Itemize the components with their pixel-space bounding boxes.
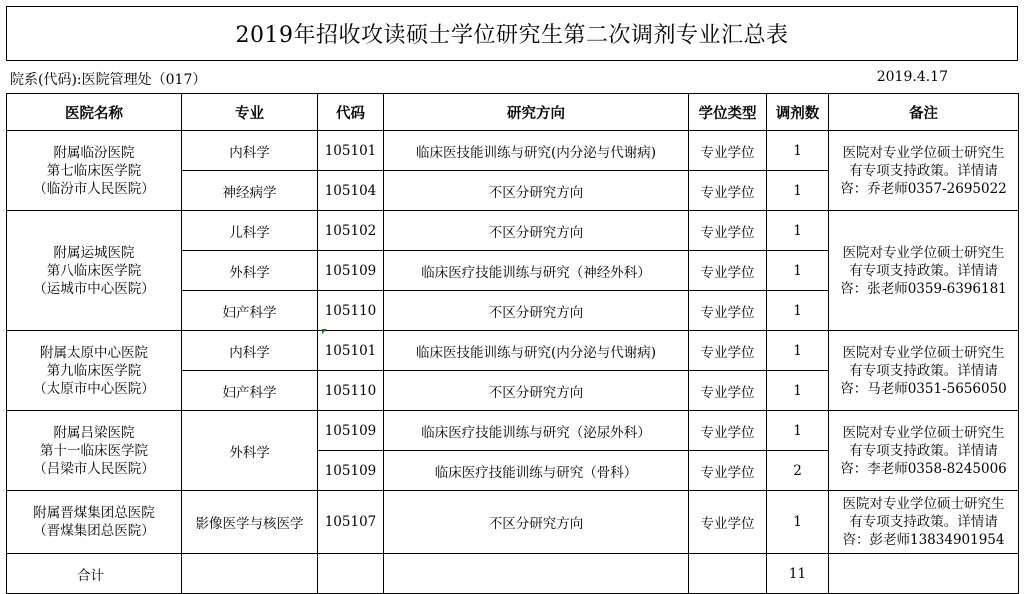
direction-cell[interactable]: 临床医技能训练与研究(内分泌与代谢病)	[384, 131, 689, 171]
hospital-cell[interactable]	[7, 131, 182, 211]
col-header-degree: 学位类型	[689, 94, 767, 131]
direction-cell[interactable]: 临床医技能训练与研究(内分泌与代谢病)	[384, 331, 689, 371]
hospital-alias: （太原市中心医院）	[33, 380, 155, 397]
degree-cell[interactable]: 专业学位	[689, 211, 767, 251]
empty-cell[interactable]	[318, 554, 384, 594]
major-cell[interactable]: 妇产科学	[182, 291, 318, 331]
code-cell[interactable]: 105101	[318, 131, 384, 171]
report-date: 2019.4.17	[876, 69, 948, 85]
col-header-note: 备注	[829, 94, 1019, 131]
count-cell[interactable]: 1	[767, 371, 829, 411]
hospital-college: 第十一临床医学院	[40, 442, 148, 459]
major-cell[interactable]: 妇产科学	[182, 371, 318, 411]
total-row	[7, 554, 1019, 594]
code-cell[interactable]: 105109	[318, 411, 384, 451]
major-cell[interactable]: 外科学	[182, 251, 318, 291]
direction-cell[interactable]: 临床医疗技能训练与研究（神经外科）	[384, 251, 689, 291]
hospital-cell[interactable]	[7, 491, 182, 554]
hospital-name: 附属太原中心医院	[40, 344, 148, 361]
note-line: 医院对专业学位硕士研究生	[842, 424, 1005, 441]
note-line: 咨：李老师0358-8245006	[840, 460, 1007, 477]
code-cell[interactable]: 105104	[318, 171, 384, 211]
code-cell[interactable]: 105107	[318, 491, 384, 554]
direction-cell[interactable]: 临床医疗技能训练与研究（泌尿外科）	[384, 411, 689, 451]
note-cell[interactable]	[829, 411, 1019, 491]
direction-cell[interactable]: 不区分研究方向	[384, 171, 689, 211]
code-cell[interactable]: 105101	[318, 331, 384, 371]
note-line: 有专项支持政策。详情请	[849, 162, 998, 179]
table-title: 2019年招收攻读硕士学位研究生第二次调剂专业汇总表	[6, 6, 1018, 61]
hospital-alias: （临汾市人民医院）	[33, 180, 155, 197]
comment-marker-icon	[322, 329, 327, 334]
count-cell[interactable]: 1	[767, 131, 829, 171]
hospital-cell[interactable]	[7, 331, 182, 411]
count-cell[interactable]: 1	[767, 411, 829, 451]
hospital-college: 第九临床医学院	[46, 362, 142, 379]
note-line: 咨：彭老师13834901954	[842, 532, 1005, 548]
note-cell[interactable]	[829, 491, 1019, 554]
major-cell[interactable]: 内科学	[182, 131, 318, 171]
degree-cell[interactable]: 专业学位	[689, 171, 767, 211]
degree-cell[interactable]: 专业学位	[689, 291, 767, 331]
note-line: 有专项支持政策。详情请	[849, 362, 998, 379]
empty-cell[interactable]	[384, 554, 689, 594]
major-cell[interactable]: 外科学	[182, 411, 318, 491]
empty-cell[interactable]	[689, 554, 767, 594]
count-cell[interactable]: 1	[767, 211, 829, 251]
hospital-name: 附属临汾医院	[53, 144, 135, 161]
note-line: 医院对专业学位硕士研究生	[842, 144, 1005, 161]
count-cell[interactable]: 1	[767, 491, 829, 554]
hospital-college: 第八临床医学院	[46, 262, 142, 279]
note-line: 咨：张老师0359-6396181	[840, 280, 1007, 297]
empty-cell[interactable]	[182, 554, 318, 594]
code-cell[interactable]: 105102	[318, 211, 384, 251]
note-cell[interactable]	[829, 211, 1019, 331]
header-row	[7, 94, 1019, 131]
note-cell[interactable]	[829, 331, 1019, 411]
direction-cell[interactable]: 临床医疗技能训练与研究（骨科）	[384, 451, 689, 491]
hospital-name: 附属吕梁医院	[53, 424, 135, 441]
note-cell[interactable]	[829, 131, 1019, 211]
note-line: 有专项支持政策。详情请	[849, 262, 998, 279]
col-header-count: 调剂数	[767, 94, 829, 131]
table-row	[7, 331, 1019, 371]
total-count[interactable]: 11	[767, 554, 829, 594]
code-cell[interactable]: 105109	[318, 251, 384, 291]
hospital-college: 第七临床医学院	[46, 162, 142, 179]
degree-cell[interactable]: 专业学位	[689, 491, 767, 554]
col-header-code: 代码	[318, 94, 384, 131]
major-cell[interactable]: 神经病学	[182, 171, 318, 211]
table-row	[7, 491, 1019, 554]
note-line: 咨：乔老师0357-2695022	[840, 180, 1007, 197]
note-line: 有专项支持政策。详情请	[849, 514, 998, 530]
degree-cell[interactable]: 专业学位	[689, 371, 767, 411]
code-cell[interactable]: 105109	[318, 451, 384, 491]
hospital-cell[interactable]	[7, 211, 182, 331]
code-cell[interactable]: 105110	[318, 371, 384, 411]
direction-cell[interactable]: 不区分研究方向	[384, 291, 689, 331]
department-label: 院系(代码):医院管理处（017）	[10, 72, 207, 88]
code-cell[interactable]: 105110	[318, 291, 384, 331]
note-line: 医院对专业学位硕士研究生	[842, 344, 1005, 361]
hospital-cell[interactable]	[7, 411, 182, 491]
spreadsheet	[6, 6, 1018, 582]
total-label[interactable]: 合计	[7, 554, 182, 594]
table-row	[7, 131, 1019, 171]
col-header-hospital: 医院名称	[7, 94, 182, 131]
note-line: 有专项支持政策。详情请	[849, 442, 998, 459]
degree-cell[interactable]: 专业学位	[689, 251, 767, 291]
major-cell[interactable]: 儿科学	[182, 211, 318, 251]
major-cell[interactable]: 影像医学与核医学	[182, 491, 318, 554]
col-header-direction: 研究方向	[384, 94, 689, 131]
count-cell[interactable]: 1	[767, 251, 829, 291]
direction-cell[interactable]: 不区分研究方向	[384, 371, 689, 411]
degree-cell[interactable]: 专业学位	[689, 411, 767, 451]
summary-table	[6, 93, 1019, 594]
table-row	[7, 411, 1019, 451]
table-row	[7, 211, 1019, 251]
note-line: 医院对专业学位硕士研究生	[842, 244, 1005, 261]
hospital-alias: （吕梁市人民医院）	[33, 460, 155, 477]
degree-cell[interactable]: 专业学位	[689, 331, 767, 371]
degree-cell[interactable]: 专业学位	[689, 451, 767, 491]
count-cell[interactable]: 1	[767, 291, 829, 331]
direction-cell[interactable]: 不区分研究方向	[384, 211, 689, 251]
hospital-name: 附属运城医院	[53, 244, 135, 261]
hospital-alias: （晋煤集团总医院）	[33, 523, 155, 539]
note-line: 咨：马老师0351-5656050	[840, 380, 1007, 397]
empty-cell[interactable]	[829, 554, 1019, 594]
hospital-alias: （运城市中心医院）	[33, 280, 155, 297]
direction-cell[interactable]: 不区分研究方向	[384, 491, 689, 554]
count-cell[interactable]: 1	[767, 171, 829, 211]
col-header-major: 专业	[182, 94, 318, 131]
major-cell[interactable]: 内科学	[182, 331, 318, 371]
degree-cell[interactable]: 专业学位	[689, 131, 767, 171]
note-line: 医院对专业学位硕士研究生	[842, 496, 1005, 512]
hospital-name: 附属晋煤集团总医院	[33, 505, 155, 521]
count-cell[interactable]: 1	[767, 331, 829, 371]
count-cell[interactable]: 2	[767, 451, 829, 491]
subheader	[6, 61, 1018, 93]
